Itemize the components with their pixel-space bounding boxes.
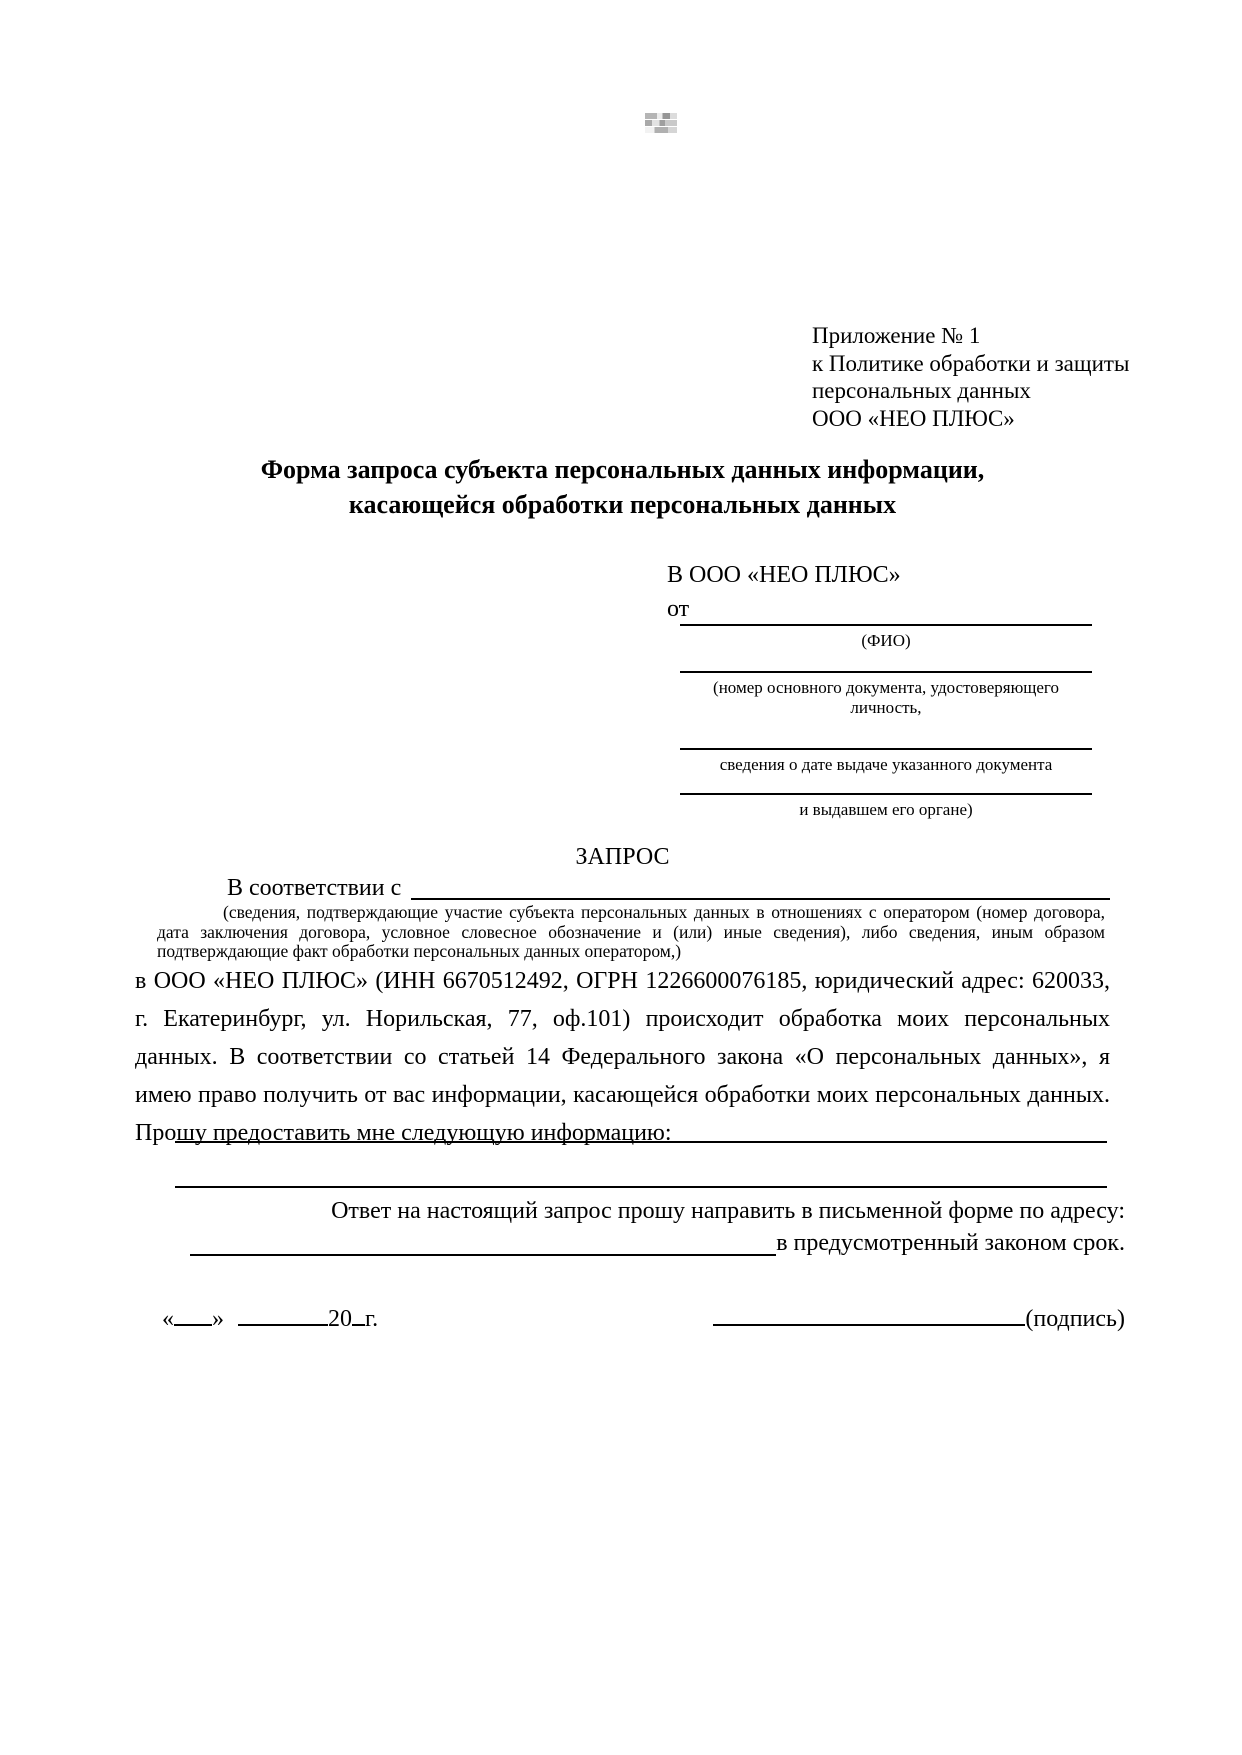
- thumbnail-stripe: [645, 120, 677, 126]
- request-intro-row: [135, 873, 1110, 903]
- appendix-line: ООО «НЕО ПЛЮС»: [812, 405, 1015, 431]
- day-blank-line[interactable]: [174, 1300, 212, 1326]
- document-number-caption: (номер основного документа, удостоверяющего личность,: [713, 678, 1059, 717]
- document-number-blank-line[interactable]: [680, 671, 1092, 673]
- year-blank-line[interactable]: [352, 1300, 365, 1326]
- answer-suffix-text: в предусмотренный законом срок.: [776, 1230, 1125, 1256]
- information-blank-line[interactable]: [175, 1186, 1107, 1188]
- close-quote: »: [212, 1306, 224, 1332]
- document-title-line: Форма запроса субъекта персональных данных информации,: [260, 455, 985, 484]
- open-quote: «: [162, 1306, 174, 1332]
- date-group: [162, 1300, 378, 1335]
- appendix-line: к Политике обработки и защиты: [812, 350, 1130, 376]
- request-intro-text: В соответствии с: [227, 875, 402, 901]
- paragraph-indent: [135, 873, 227, 903]
- thumbnail-stripe: [645, 113, 677, 119]
- document-title-line: касающейся обработки персональных данных: [348, 490, 897, 519]
- address-blank-line[interactable]: [190, 1254, 776, 1256]
- information-blank-line[interactable]: [175, 1141, 1107, 1143]
- answer-address-row: [135, 1228, 1125, 1259]
- document-title: [135, 452, 1110, 522]
- embedded-thumbnail-image: [645, 113, 677, 134]
- date-signature-row: [162, 1300, 1125, 1335]
- footnote-caption: (сведения, подтверждающие участие субъекта персональных данных в отношениях с оператором (номер договора, дата заключения договора, условное словесное обозначение и (или) иные сведения), либо сведения, иным образом подтверждающие факт обработки персональных данных оператором,): [157, 902, 1105, 961]
- answer-block: [135, 1196, 1125, 1259]
- appendix-line: Приложение № 1: [812, 323, 981, 348]
- appendix-block: [812, 322, 1129, 432]
- issue-date-blank-line[interactable]: [680, 748, 1092, 750]
- applicant-fields: [680, 600, 1092, 820]
- request-heading: ЗАПРОС: [575, 844, 670, 870]
- answer-intro-line: Ответ на настоящий запрос прошу направить в письменной форме по адресу:: [331, 1198, 1125, 1224]
- year-prefix: 20: [328, 1306, 352, 1332]
- signature-caption: (подпись): [1025, 1306, 1125, 1332]
- basis-blank-line[interactable]: [411, 873, 1110, 900]
- month-blank-line[interactable]: [238, 1300, 328, 1326]
- signature-group: [713, 1300, 1125, 1335]
- issuer-caption: и выдавшем его органе): [799, 800, 973, 819]
- year-unit: г.: [365, 1306, 379, 1332]
- issuer-blank-line[interactable]: [680, 793, 1092, 795]
- addressee-organization: В ООО «НЕО ПЛЮС»: [667, 562, 901, 588]
- information-blank-lines: [135, 1120, 1125, 1188]
- fio-blank-line[interactable]: [680, 624, 1092, 626]
- appendix-line: персональных данных: [812, 378, 1031, 403]
- request-body-paragraph: в ООО «НЕО ПЛЮС» (ИНН 6670512492, ОГРН 1226600076185, юридический адрес: 620033, г. Екатеринбург, ул. Норильская, 77, оф.101) происходит обработка моих персональных данных. В соответствии со статьей 14 Федерального закона «О персональных данных», я имею право получить от вас информации, касающейся обработки моих персональных данных. Прошу предоставить мне следующую информацию:: [135, 968, 1110, 1146]
- thumbnail-stripe: [645, 127, 677, 133]
- fio-caption: (ФИО): [861, 631, 911, 650]
- signature-blank-line[interactable]: [713, 1300, 1025, 1326]
- issue-date-caption: сведения о дате выдаче указанного документа: [719, 755, 1053, 774]
- addressee-from-label: от: [667, 596, 690, 622]
